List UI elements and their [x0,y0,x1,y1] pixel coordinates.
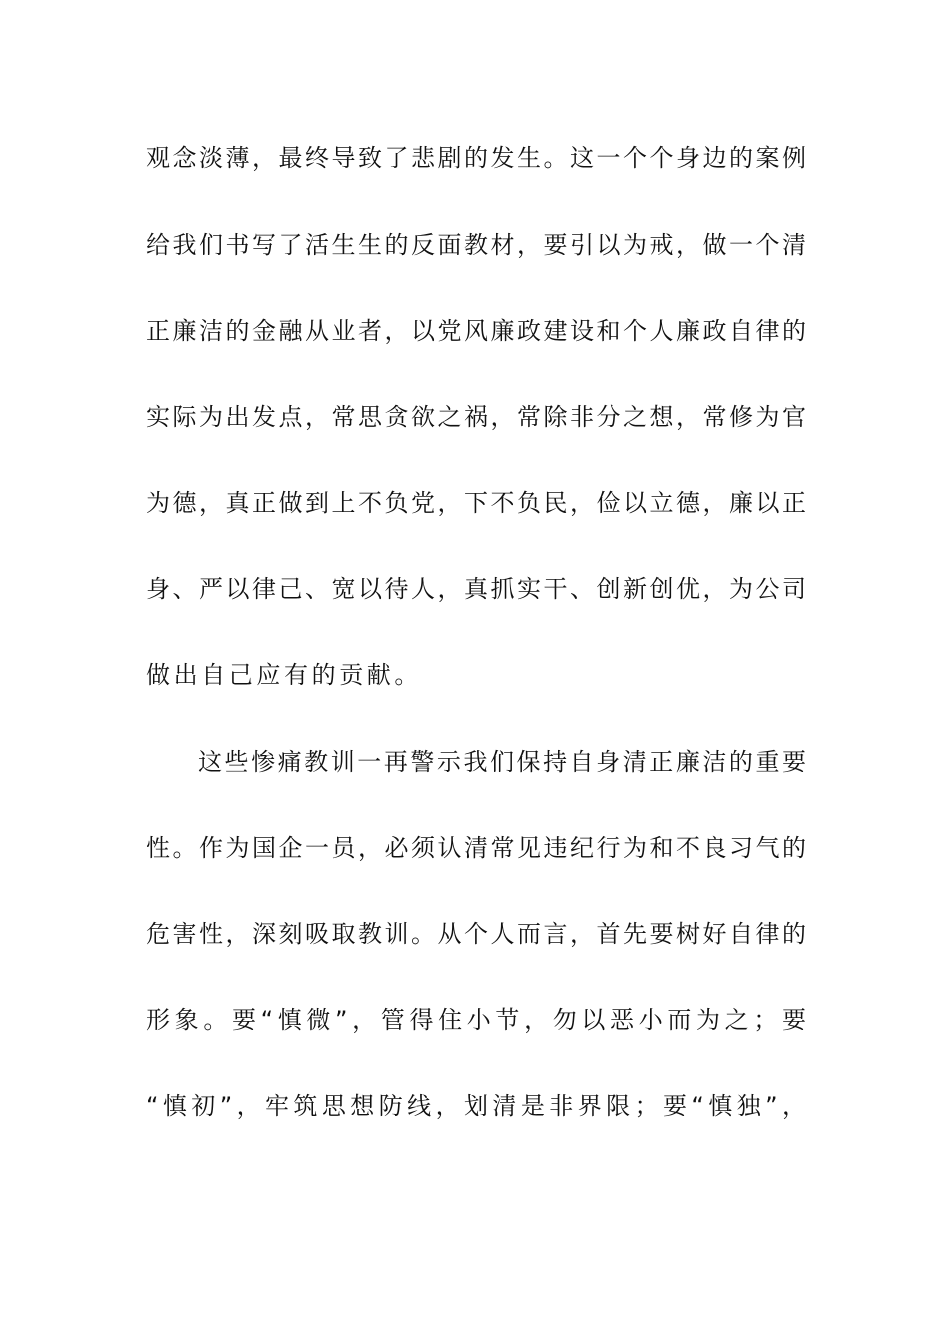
text-line: 观念淡薄，最终导致了悲剧的发生。这一个个身边的案例 [146,144,806,172]
text-line: 身、严以律己、宽以待人，真抓实干、创新创优，为公司 [146,575,806,603]
text-line: 形象。要“慎微”，管得住小节，勿以恶小而为之；要 [146,1006,806,1034]
text-line: “慎初”，牢筑思想防线，划清是非界限；要“慎独”， [146,1092,806,1120]
text-line: 实际为出发点，常思贪欲之祸，常除非分之想，常修为官 [146,403,806,431]
text-line: 为德，真正做到上不负党，下不负民，俭以立德，廉以正 [146,489,806,517]
text-line: 性。作为国企一员，必须认清常见违纪行为和不良习气的 [146,834,806,862]
text-line: 危害性，深刻吸取教训。从个人而言，首先要树好自律的 [146,920,806,948]
text-line: 正廉洁的金融从业者，以党风廉政建设和个人廉政自律的 [146,317,806,345]
text-line: 做出自己应有的贡献。 [146,661,422,689]
text-line: 给我们书写了活生生的反面教材，要引以为戒，做一个清 [146,231,806,259]
paragraph-first-line: 这些惨痛教训一再警示我们保持自身清正廉洁的重要 [198,748,806,776]
